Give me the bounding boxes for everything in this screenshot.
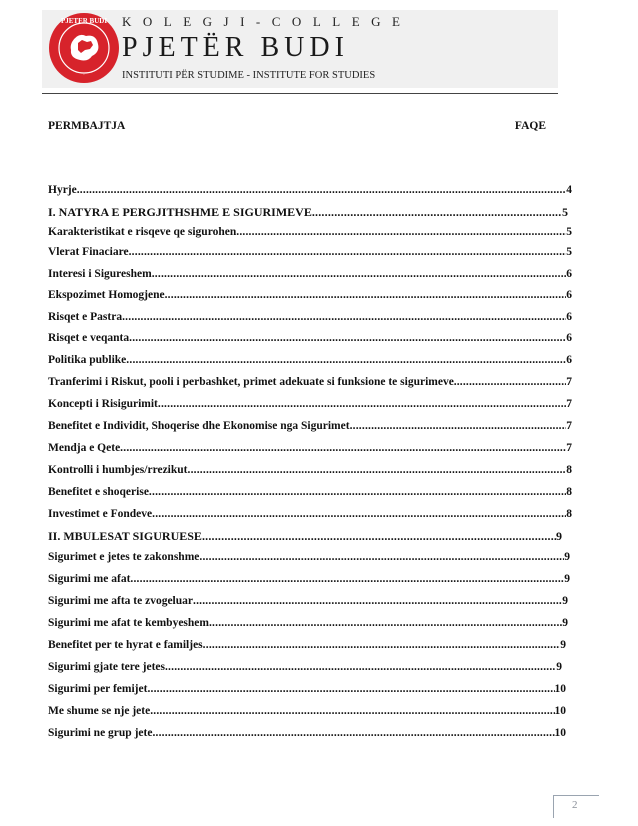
toc-entry-title: Mendja e Qete (48, 442, 121, 454)
toc-entry[interactable] (48, 661, 562, 675)
toc-entry-page: 8 (566, 486, 572, 498)
dot-leader (158, 398, 566, 410)
toc-entry-page: 10 (554, 727, 566, 739)
toc-entry-page: 6 (566, 332, 572, 344)
toc-entry[interactable] (48, 420, 572, 434)
dot-leader (126, 354, 566, 366)
toc-entry-title: I. NATYRA E PERGJITHSHME E SIGURIMEVE (48, 205, 312, 219)
toc-entry[interactable] (48, 184, 572, 198)
dot-leader (150, 705, 554, 717)
toc-entry[interactable] (48, 226, 572, 240)
toc-entry[interactable] (48, 246, 572, 260)
toc-entry-title: Hyrje (48, 184, 77, 196)
toc-entry[interactable] (48, 311, 572, 325)
dot-leader (122, 311, 566, 323)
toc-header (48, 120, 546, 132)
dot-leader (312, 205, 562, 220)
toc-entry-title: Sigurimet e jetes te zakonshme (48, 551, 200, 563)
toc-entry-page: 6 (566, 311, 572, 323)
toc-entry-page: 7 (566, 376, 572, 388)
dot-leader (77, 184, 567, 196)
toc-entry-title: Vlerat Finaciare (48, 246, 129, 258)
dot-leader (149, 486, 566, 498)
toc-entry-title: Ekspozimet Homogjene (48, 289, 165, 301)
toc-entry-page: 6 (566, 354, 572, 366)
toc-entry-title: Sigurimi ne grup jete (48, 727, 153, 739)
toc-entry-title: II. MBULESAT SIGURUESE (48, 529, 202, 543)
toc-entry-page: 9 (564, 573, 570, 585)
letterhead (42, 10, 558, 88)
toc-entry[interactable] (48, 683, 566, 697)
toc-entry[interactable] (48, 529, 562, 543)
toc-entry[interactable] (48, 508, 572, 522)
toc-entry-page: 6 (566, 289, 572, 301)
toc-entry[interactable] (48, 268, 572, 282)
toc-entry-title: Tranferimi i Riskut, pooli i perbashket, primet adekuate si funksione te sigurimeve. (48, 376, 457, 388)
toc-entry-page: 7 (566, 420, 572, 432)
dot-leader (209, 617, 562, 629)
toc-entry[interactable] (48, 705, 566, 719)
toc-entry-page: 10 (554, 705, 566, 717)
toc-entry-title: Sigurimi me afat (48, 573, 131, 585)
toc-entry-page: 5 (562, 205, 568, 219)
dot-leader (236, 226, 566, 238)
toc-entry-page: 9 (562, 617, 568, 629)
dot-leader (147, 683, 554, 695)
toc-page-heading: FAQE (514, 120, 546, 132)
dot-leader (152, 727, 554, 739)
college-line: KOLEGJI-COLLEGE (122, 14, 412, 29)
toc-entry-title: Sigurimi per femijet (48, 683, 148, 695)
toc-entry-page: 9 (556, 661, 562, 673)
dot-leader (120, 442, 566, 454)
toc-entry-page: 8 (566, 508, 572, 520)
toc-entry[interactable] (48, 376, 572, 390)
dot-leader (188, 464, 567, 476)
dot-leader (152, 268, 567, 280)
dot-leader (165, 661, 556, 673)
toc-entry-title: Sigurimi me afat te kembyeshem (48, 617, 209, 629)
toc-entry-title: Karakteristikat e risqeve qe sigurohen (48, 226, 237, 238)
toc-entry[interactable] (48, 486, 572, 500)
dot-leader (199, 551, 564, 563)
toc-entry-page: 5 (566, 246, 572, 258)
page-number: 2 (572, 799, 578, 811)
toc-entry[interactable] (48, 727, 566, 741)
toc-entry-page: 9 (560, 639, 566, 651)
toc-entry[interactable] (48, 442, 572, 456)
toc-entry[interactable] (48, 551, 570, 565)
toc-entry-page: 9 (562, 595, 568, 607)
toc-entry[interactable] (48, 205, 568, 219)
toc-entry-title: Risqet e veqanta (48, 332, 130, 344)
toc-entry[interactable] (48, 464, 572, 478)
toc-entry-title: Me shume se nje jete (48, 705, 151, 717)
dot-leader (165, 289, 567, 301)
dot-leader (130, 573, 564, 585)
toc-entry-title: Risqet e Pastra (48, 311, 123, 323)
toc-entry[interactable] (48, 573, 570, 587)
toc-entry[interactable] (48, 617, 568, 631)
svg-text:·: · (83, 73, 85, 78)
toc-entry[interactable] (48, 398, 572, 412)
toc-entry-title: Benefitet per te hyrat e familjes (48, 639, 203, 651)
toc-entry-page: 7 (566, 398, 572, 410)
toc-entry-page: 6 (566, 268, 572, 280)
toc-heading: PERMBAJTJA (48, 120, 126, 132)
toc-entry-page: 9 (556, 529, 562, 543)
dot-leader (129, 332, 566, 344)
institute-subtitle: INSTITUTI PËR STUDIME - INSTITUTE FOR STUDIES (122, 70, 376, 81)
dot-leader (457, 376, 567, 388)
dot-leader (129, 246, 567, 258)
dot-leader (193, 595, 562, 607)
college-logo (48, 12, 120, 84)
toc-entry-title: Investimet e Fondeve (48, 508, 153, 520)
toc-entry-title: Benefitet e Individit, Shoqerise dhe Ekonomise nga Sigurimet (48, 420, 350, 432)
toc-entry[interactable] (48, 289, 572, 303)
toc-entry[interactable] (48, 332, 572, 346)
toc-entry-title: Sigurimi gjate tere jetes (48, 661, 165, 673)
dot-leader (350, 420, 567, 432)
toc-entry-page: 4 (566, 184, 572, 196)
toc-entry-title: Koncepti i Risigurimit (48, 398, 158, 410)
toc-entry-title: Interesi i Sigureshem (48, 268, 152, 280)
toc-entry-title: Kontrolli i humbjes/rrezikut (48, 464, 188, 476)
toc-entry-page: 5 (566, 226, 572, 238)
toc-entry-page: 10 (554, 683, 566, 695)
dot-leader (152, 508, 566, 520)
toc-entry-title: Benefitet e shoqerise (48, 486, 149, 498)
toc-entry-page: 7 (566, 442, 572, 454)
toc-entry[interactable] (48, 639, 566, 653)
svg-text:PJETER BUDI: PJETER BUDI (60, 17, 108, 25)
toc-entry[interactable] (48, 595, 568, 609)
toc-entry-page: 8 (566, 464, 572, 476)
toc-entry-title: Politika publike (48, 354, 127, 366)
header-divider (42, 93, 558, 94)
toc-entry-title: Sigurimi me afta te zvogeluar (48, 595, 193, 607)
dot-leader (203, 639, 561, 651)
toc-entry-page: 9 (564, 551, 570, 563)
toc-entry[interactable] (48, 354, 572, 368)
dot-leader (202, 529, 556, 544)
college-name: PJETËR BUDI (122, 32, 349, 63)
